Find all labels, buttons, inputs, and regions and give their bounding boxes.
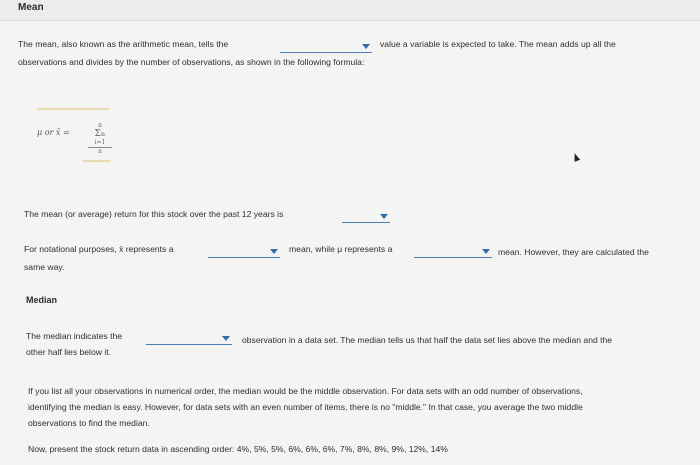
notation-text-d: same way.	[24, 262, 65, 272]
dropdown-mean-value[interactable]	[280, 42, 372, 53]
chevron-down-icon	[222, 336, 230, 341]
section-title-mean: Mean	[18, 2, 44, 13]
formula-denominator: n	[98, 148, 102, 155]
dropdown-xbar-type[interactable]	[208, 247, 280, 258]
mouse-cursor-icon	[572, 152, 580, 162]
formula-bottom-bar	[83, 160, 111, 162]
dropdown-mean-return[interactable]	[342, 212, 390, 223]
mean-question: The mean (or average) return for this stock over the past 12 years is	[24, 209, 284, 219]
chevron-down-icon	[362, 44, 370, 49]
dropdown-median-observation[interactable]	[146, 334, 232, 345]
median-text-2c: observations to find the median.	[28, 418, 150, 428]
mean-text-1a: The mean, also known as the arithmetic mean, tells the	[18, 39, 229, 49]
formula-sigma: Σ	[94, 129, 101, 139]
dropdown-mu-type[interactable]	[414, 247, 492, 258]
median-text-3: Now, present the stock return data in ascending order: 4%, 5%, 5%, 6%, 6%, 6%, 7%, 8%, 8%, 9%, 12%, 14%	[28, 444, 448, 454]
formula-term: xᵢ	[100, 131, 106, 138]
mean-text-1b: value a variable is expected to take. The mean adds up all the	[380, 39, 616, 49]
notation-text-c: mean. However, they are calculated the	[498, 247, 649, 257]
median-text-2a: If you list all your observations in numerical order, the median would be the middle observation. For data sets with an odd number of observations,	[28, 386, 583, 396]
formula-lhs: μ or x̄ =	[37, 128, 70, 137]
formula-fraction	[88, 122, 112, 155]
median-text-1c: other half lies below it.	[26, 347, 112, 357]
formula-top-limit: n	[98, 122, 102, 129]
notation-text-a: For notational purposes, x̄ represents a	[24, 244, 174, 254]
section-title-median: Median	[26, 295, 58, 305]
formula-bottom-limit: i=1	[94, 139, 106, 146]
chevron-down-icon	[380, 214, 388, 219]
median-text-1b: observation in a data set. The median tells us that half the data set lies above the median and the	[242, 335, 613, 345]
notation-text-b: mean, while μ represents a	[289, 244, 393, 254]
median-text-2b: identifying the median is easy. However, for data sets with an even number of items, there is no "middle." In that case, you average the two middle	[28, 402, 583, 412]
median-text-1a: The median indicates the	[26, 331, 123, 341]
header-bar	[0, 0, 700, 21]
mean-text-1c: observations and divides by the number of observations, as shown in the following formula:	[18, 57, 365, 67]
formula-top-bar	[37, 108, 109, 110]
chevron-down-icon	[270, 249, 278, 254]
formula-numerator	[88, 122, 112, 148]
chevron-down-icon	[482, 249, 490, 254]
